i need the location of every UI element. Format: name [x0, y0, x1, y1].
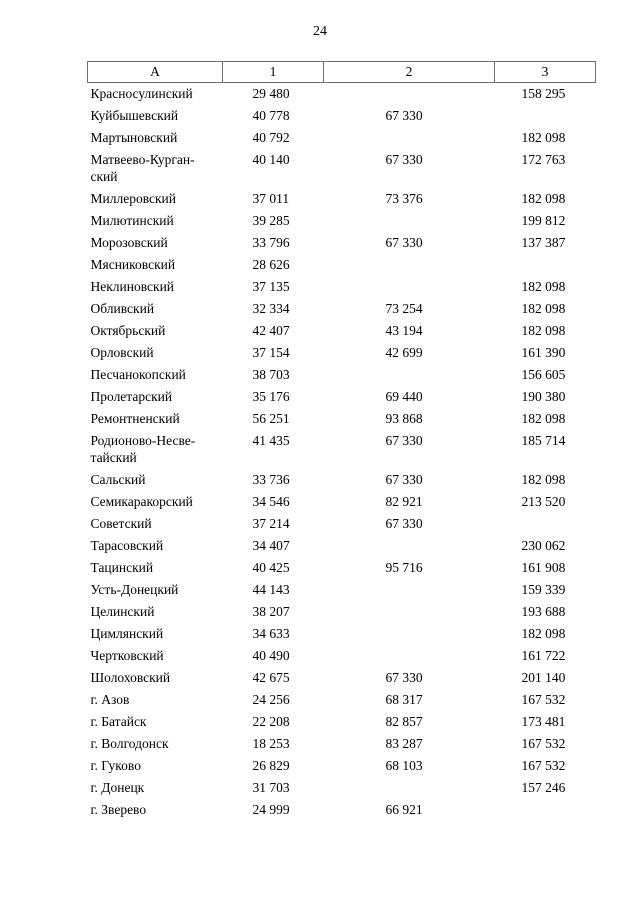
- col3-value-cell: [495, 105, 596, 127]
- col2-value-cell: 82 857: [385, 714, 423, 729]
- row-name-cell: Милютинский: [90, 213, 174, 228]
- col1-value-cell: 37 135: [252, 279, 290, 294]
- col2-value-cell: 42 699: [385, 345, 423, 360]
- table-row: [88, 513, 596, 535]
- header-row: [88, 62, 596, 83]
- row-name-cell: Тарасовский: [90, 538, 164, 553]
- col1-value-cell: 31 703: [252, 780, 290, 795]
- col1-value-cell: 42 407: [252, 323, 290, 338]
- col2-value-cell: [324, 601, 495, 623]
- col2-value-cell: 67 330: [385, 472, 423, 487]
- col1-value-cell: 34 633: [252, 626, 290, 641]
- row-name-cell: Целинский: [90, 604, 155, 619]
- col1-value-cell: 40 778: [252, 108, 290, 123]
- col2-value-cell: 66 921: [385, 802, 423, 817]
- col3-value-cell: 161 722: [521, 648, 566, 663]
- row-name-cell: г. Донецк: [90, 780, 145, 795]
- col1-value-cell: 42 675: [252, 670, 290, 685]
- column-header-a: А: [88, 62, 223, 83]
- row-name-cell: Усть-Донецкий: [90, 582, 179, 597]
- row-name-cell: Мясниковский: [90, 257, 176, 272]
- row-name-cell: Мартыновский: [90, 130, 178, 145]
- data-table: [87, 61, 596, 821]
- table-body: [88, 83, 596, 822]
- col1-value-cell: 18 253: [252, 736, 290, 751]
- col3-value-cell: 201 140: [521, 670, 566, 685]
- col3-value-cell: [495, 513, 596, 535]
- col1-value-cell: 41 435: [252, 433, 290, 448]
- col2-value-cell: 68 103: [385, 758, 423, 773]
- table-row: [88, 210, 596, 232]
- col3-value-cell: 159 339: [521, 582, 566, 597]
- row-name-cell: г. Гуково: [90, 758, 141, 773]
- col2-value-cell: 73 254: [385, 301, 423, 316]
- col1-value-cell: 35 176: [252, 389, 290, 404]
- table-row: [88, 320, 596, 342]
- col1-value-cell: 37 011: [252, 191, 290, 206]
- col2-value-cell: 67 330: [385, 152, 423, 167]
- col3-value-cell: 167 532: [521, 692, 566, 707]
- table-row: [88, 276, 596, 298]
- col2-value-cell: [324, 254, 495, 276]
- table-row: [88, 601, 596, 623]
- row-name-cell: Цимлянский: [90, 626, 164, 641]
- col3-value-cell: [495, 799, 596, 821]
- col2-value-cell: [324, 127, 495, 149]
- table-row: [88, 105, 596, 127]
- col1-value-cell: 39 285: [252, 213, 290, 228]
- col3-value-cell: 137 387: [521, 235, 566, 250]
- col3-value-cell: 161 908: [521, 560, 566, 575]
- col3-value-cell: 182 098: [521, 279, 566, 294]
- col3-value-cell: 182 098: [521, 626, 566, 641]
- col1-value-cell: 40 792: [252, 130, 290, 145]
- col2-value-cell: [324, 645, 495, 667]
- table-row: [88, 342, 596, 364]
- col2-value-cell: 73 376: [385, 191, 423, 206]
- col2-value-cell: 43 194: [385, 323, 423, 338]
- col2-value-cell: 69 440: [385, 389, 423, 404]
- col1-value-cell: 37 154: [252, 345, 290, 360]
- col2-value-cell: 83 287: [385, 736, 423, 751]
- table-row: [88, 491, 596, 513]
- row-name-cell: Миллеровский: [90, 191, 176, 206]
- col2-value-cell: [324, 535, 495, 557]
- table-header: [88, 62, 596, 83]
- row-name-cell: Октябрьский: [90, 323, 166, 338]
- row-name-cell: Пролетарский: [90, 389, 173, 404]
- row-name-cell: г. Волгодонск: [90, 736, 169, 751]
- col3-value-cell: 172 763: [521, 152, 566, 167]
- col3-value-cell: 185 714: [521, 433, 566, 448]
- table-row: [88, 755, 596, 777]
- row-name-cell: Родионово-Несве-тайский: [90, 433, 196, 465]
- col2-value-cell: 67 330: [385, 670, 423, 685]
- row-name-cell: Обливский: [90, 301, 155, 316]
- col1-value-cell: 33 736: [252, 472, 290, 487]
- col3-value-cell: 182 098: [521, 301, 566, 316]
- table-row: [88, 83, 596, 106]
- col2-value-cell: [324, 777, 495, 799]
- col1-value-cell: 29 480: [252, 86, 290, 101]
- col3-value-cell: 156 605: [521, 367, 566, 382]
- col3-value-cell: 213 520: [521, 494, 566, 509]
- col1-value-cell: 34 407: [252, 538, 290, 553]
- col2-value-cell: 67 330: [385, 108, 423, 123]
- col1-value-cell: 37 214: [252, 516, 290, 531]
- row-name-cell: г. Зверево: [90, 802, 147, 817]
- table-row: [88, 557, 596, 579]
- col1-value-cell: 44 143: [252, 582, 290, 597]
- col2-value-cell: [324, 210, 495, 232]
- col3-value-cell: 161 390: [521, 345, 566, 360]
- col2-value-cell: [324, 364, 495, 386]
- table-row: [88, 408, 596, 430]
- column-header-3: 3: [495, 62, 596, 83]
- col2-value-cell: 67 330: [385, 433, 423, 448]
- row-name-cell: г. Батайск: [90, 714, 147, 729]
- col2-value-cell: [324, 623, 495, 645]
- table-row: [88, 799, 596, 821]
- table-row: [88, 188, 596, 210]
- col1-value-cell: 24 256: [252, 692, 290, 707]
- col2-value-cell: [324, 579, 495, 601]
- row-name-cell: Шолоховский: [90, 670, 171, 685]
- table-row: [88, 535, 596, 557]
- row-name-cell: Ремонтненский: [90, 411, 180, 426]
- col1-value-cell: 22 208: [252, 714, 290, 729]
- table-row: [88, 711, 596, 733]
- col3-value-cell: 182 098: [521, 472, 566, 487]
- col3-value-cell: 173 481: [521, 714, 566, 729]
- table-row: [88, 254, 596, 276]
- row-name-cell: Морозовский: [90, 235, 168, 250]
- col2-value-cell: [324, 83, 495, 106]
- col1-value-cell: 38 703: [252, 367, 290, 382]
- col3-value-cell: 167 532: [521, 758, 566, 773]
- row-name-cell: Красносулинский: [90, 86, 193, 101]
- table-row: [88, 430, 596, 469]
- table-row: [88, 469, 596, 491]
- col2-value-cell: 68 317: [385, 692, 423, 707]
- col1-value-cell: 24 999: [252, 802, 290, 817]
- table-row: [88, 127, 596, 149]
- col1-value-cell: 32 334: [252, 301, 290, 316]
- col3-value-cell: 167 532: [521, 736, 566, 751]
- col3-value-cell: 182 098: [521, 191, 566, 206]
- table-row: [88, 689, 596, 711]
- table-row: [88, 579, 596, 601]
- table-row: [88, 777, 596, 799]
- col3-value-cell: 199 812: [521, 213, 566, 228]
- table-row: [88, 733, 596, 755]
- row-name-cell: Тацинский: [90, 560, 154, 575]
- table-row: [88, 149, 596, 188]
- row-name-cell: Песчанокопский: [90, 367, 186, 382]
- col1-value-cell: 40 140: [252, 152, 290, 167]
- col1-value-cell: 38 207: [252, 604, 290, 619]
- col3-value-cell: 182 098: [521, 130, 566, 145]
- row-name-cell: Сальский: [90, 472, 146, 487]
- table-row: [88, 298, 596, 320]
- table-row: [88, 386, 596, 408]
- row-name-cell: Матвеево-Курган-ский: [90, 152, 195, 184]
- page-number: 24: [313, 24, 327, 39]
- col2-value-cell: 67 330: [385, 235, 423, 250]
- row-name-cell: Чертковский: [90, 648, 164, 663]
- col3-value-cell: 182 098: [521, 411, 566, 426]
- row-name-cell: г. Азов: [90, 692, 130, 707]
- col1-value-cell: 40 490: [252, 648, 290, 663]
- col2-value-cell: 82 921: [385, 494, 423, 509]
- row-name-cell: Куйбышевский: [90, 108, 179, 123]
- col3-value-cell: 190 380: [521, 389, 566, 404]
- col1-value-cell: 26 829: [252, 758, 290, 773]
- table-row: [88, 623, 596, 645]
- col1-value-cell: 33 796: [252, 235, 290, 250]
- col1-value-cell: 56 251: [252, 411, 290, 426]
- col1-value-cell: 40 425: [252, 560, 290, 575]
- col3-value-cell: [495, 254, 596, 276]
- table-row: [88, 232, 596, 254]
- col2-value-cell: 93 868: [385, 411, 423, 426]
- row-name-cell: Советский: [90, 516, 152, 531]
- row-name-cell: Неклиновский: [90, 279, 175, 294]
- col1-value-cell: 28 626: [252, 257, 290, 272]
- col3-value-cell: 157 246: [521, 780, 566, 795]
- col1-value-cell: 34 546: [252, 494, 290, 509]
- col2-value-cell: 95 716: [385, 560, 423, 575]
- col3-value-cell: 193 688: [521, 604, 566, 619]
- column-header-1: 1: [223, 62, 324, 83]
- col2-value-cell: 67 330: [385, 516, 423, 531]
- col2-value-cell: [324, 276, 495, 298]
- col3-value-cell: 182 098: [521, 323, 566, 338]
- col3-value-cell: 230 062: [521, 538, 566, 553]
- table-row: [88, 645, 596, 667]
- table-row: [88, 364, 596, 386]
- row-name-cell: Семикаракорский: [90, 494, 193, 509]
- col3-value-cell: 158 295: [521, 86, 566, 101]
- table-row: [88, 667, 596, 689]
- row-name-cell: Орловский: [90, 345, 154, 360]
- column-header-2: 2: [324, 62, 495, 83]
